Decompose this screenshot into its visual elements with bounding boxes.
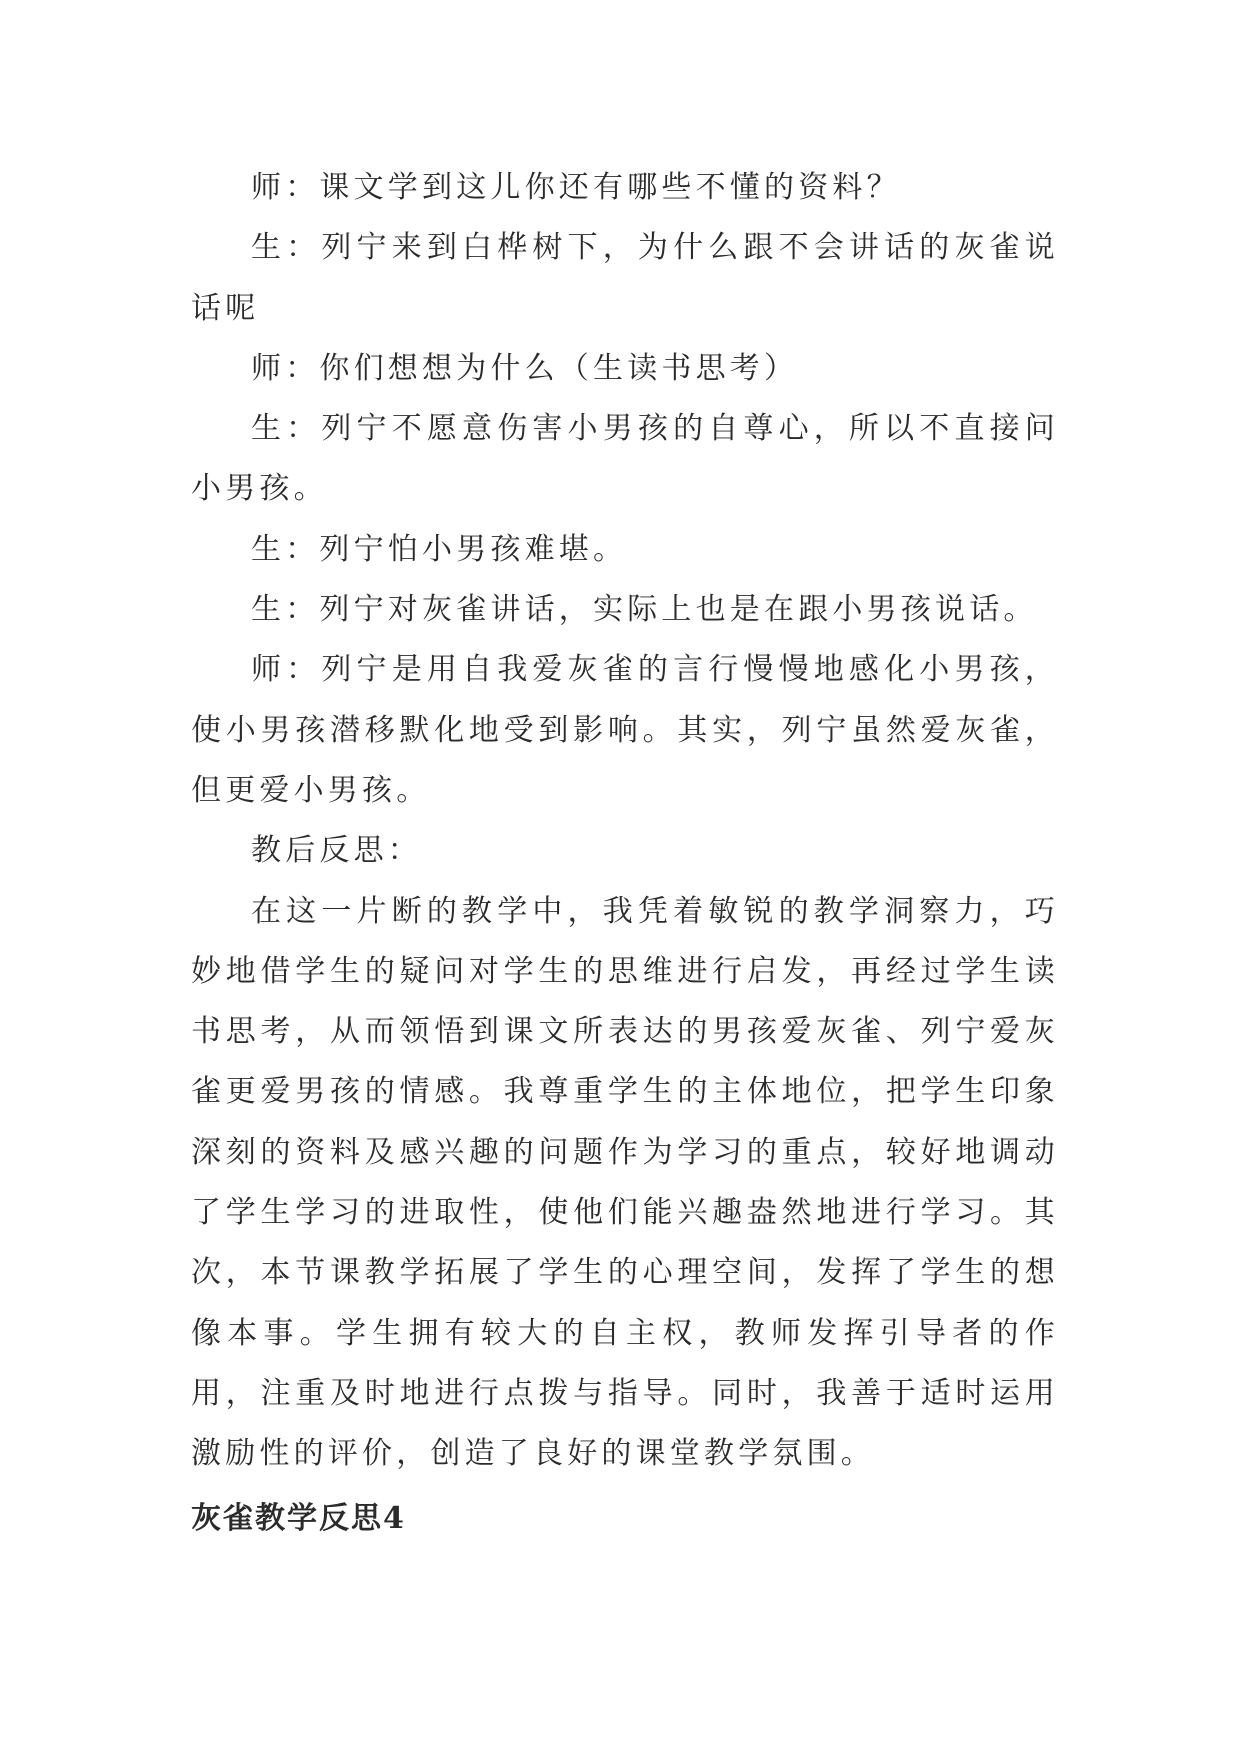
paragraph-teacher-summary: 师：列宁是用自我爱灰雀的言行慢慢地感化小男孩，使小男孩潜移默化地受到影响。其实，列宁虽然爱灰雀，但更爱小男孩。: [191, 652, 1059, 808]
paragraph-reflection-heading: 教后反思：: [251, 833, 422, 869]
paragraph-reflection-body: 在这一片断的教学中，我凭着敏锐的教学洞察力，巧妙地借学生的疑问对学生的思维进行启发，再经过学生读书思考，从而领悟到课文所表达的男孩爱灰雀、列宁爱灰雀更爱男孩的情感。我尊重学生的主体地位，把学生印象深刻的资料及感兴趣的问题作为学习的重点，较好地调动了学生学习的进取性，使他们能兴趣盎然地进行学习。其次，本节课教学拓展了学生的心理空间，发挥了学生的想像本事。学生拥有较大的自主权，教师发挥引导者的作用，注重及时地进行点拨与指导。同时，我善于适时运用激励性的评价，创造了良好的课堂教学氛围。: [191, 893, 1059, 1472]
document-body: [191, 158, 1059, 1485]
paragraph-student-answer-1: 生：列宁不愿意伤害小男孩的自尊心，所以不直接问小男孩。: [191, 411, 1059, 507]
paragraph-student-question: 生：列宁来到白桦树下，为什么跟不会讲话的灰雀说话呢: [191, 230, 1059, 326]
paragraph-student-answer-2: 生：列宁怕小男孩难堪。: [251, 531, 628, 567]
paragraph-student-answer-3: 生：列宁对灰雀讲话，实际上也是在跟小男孩说话。: [251, 592, 1038, 628]
section-heading: 灰雀教学反思4: [191, 1501, 406, 1536]
paragraph-teacher-question: 师：课文学到这儿你还有哪些不懂的资料？: [251, 170, 901, 205]
paragraph-teacher-prompt: 师：你们想想为什么（生读书思考）: [251, 350, 799, 386]
